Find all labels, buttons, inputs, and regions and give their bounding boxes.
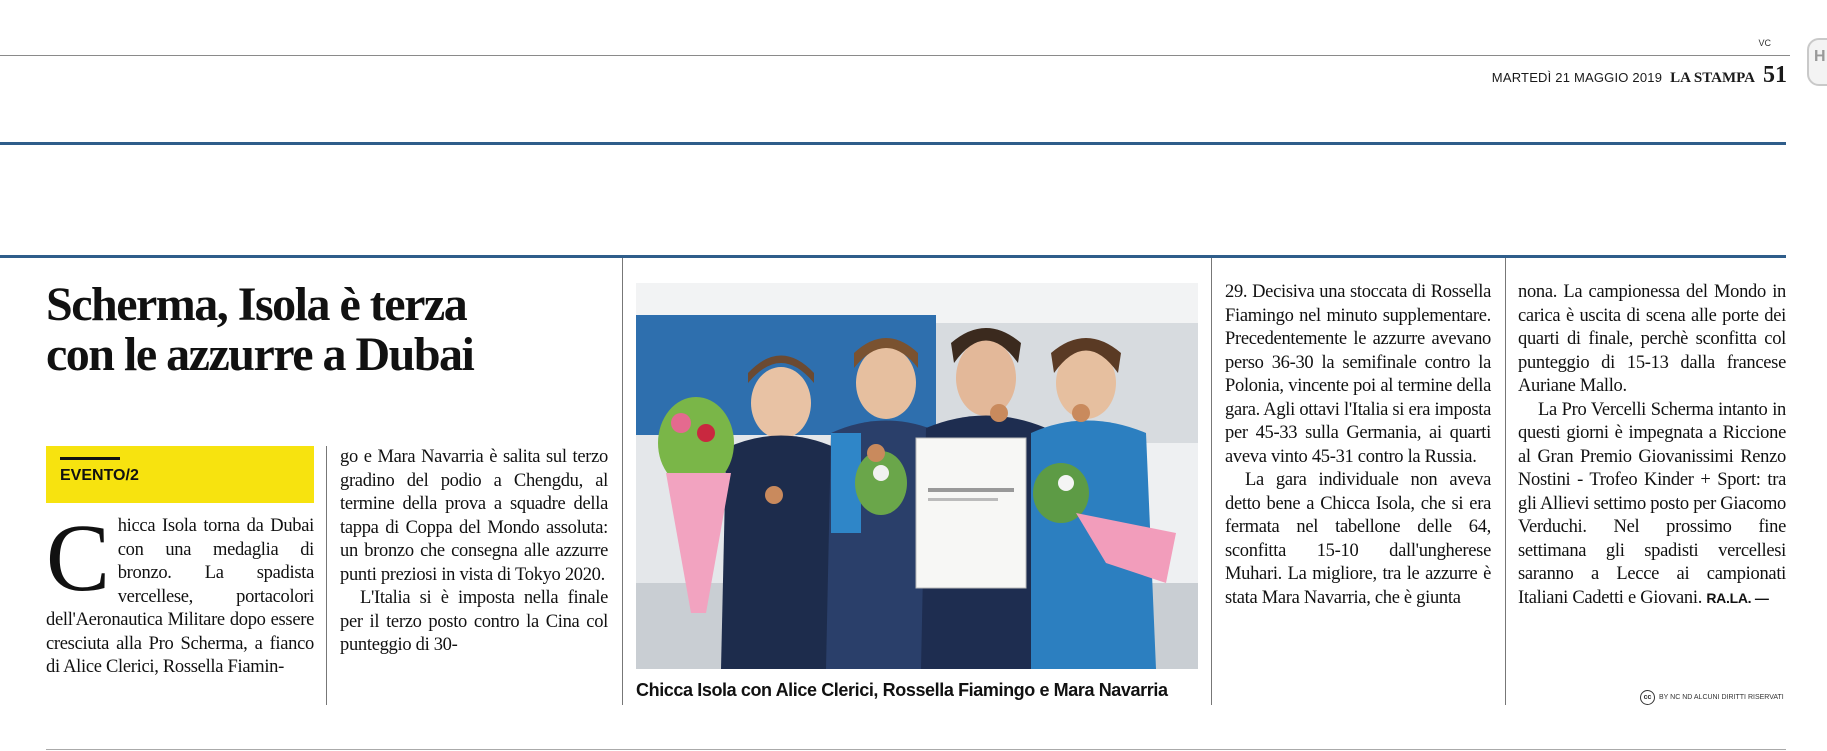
edition-code: VC [1758, 38, 1771, 48]
photo-caption: Chicca Isola con Alice Clerici, Rossella Fiamingo e Mara Navarria [636, 680, 1168, 700]
corner-tab-glyph: H [1814, 48, 1826, 65]
paragraph: L'Italia si è imposta nella finale per il terzo posto contro la Cina col punteggio di 30- [340, 588, 608, 655]
article-column-1 [46, 504, 314, 680]
article-headline [46, 280, 606, 380]
article-column-3 [1225, 281, 1491, 610]
article-column-4 [1518, 281, 1786, 610]
column-rule [326, 446, 327, 705]
paragraph: La gara individuale non aveva detto bene a Chicca Isola, che si era fermata nel tabellone delle 64, sconfitta 15-10 dall'ungherese Muhari. La migliore, tra le azzurre è stata Mara Navarria, che è giunta [1225, 470, 1491, 608]
kicker-box [46, 446, 314, 503]
page-corner-tab[interactable] [1807, 38, 1827, 86]
page-number: 51 [1763, 62, 1787, 88]
rights-text: BY NC ND ALCUNI DIRITTI RISERVATI [1659, 694, 1784, 701]
column-rule [622, 258, 623, 705]
column-rule [1211, 258, 1212, 705]
newspaper-name: LA STAMPA [1670, 70, 1755, 86]
header-date: MARTEDÌ 21 MAGGIO 2019 [1491, 70, 1663, 85]
kicker-label: EVENTO/2 [60, 467, 139, 484]
paragraph: 29. Decisiva una stoccata di Rossella Fiamingo nel minuto supplementare. Precedentemente le azzurre avevano perso 36-30 la semifinale contro la Polonia, vincente poi al termine della gara. Agli ottavi l'Italia si era imposta per 45-33 sulla Germania, ai quarti aveva vinto 45-31 contro la Russia. [1225, 282, 1491, 467]
column-text: hicca Isola torna da Dubai con una medaglia di bronzo. La spadista vercellese, portacolori dell'Aeronautica Militare dopo essere cresciuta alla Pro Scherma, a fianco di Alice Clerici, Rossella Fiamin- [46, 516, 314, 677]
paragraph: go e Mara Navarria è salita sul terzo gradino del podio a Chengdu, al termine della prova a squadre della tappa di Coppa del Mondo assoluta: un bronzo che consegna alle azzurre punti preziosi in vista di Tokyo 2020. [340, 447, 608, 585]
byline: RA.LA. — [1706, 589, 1769, 606]
article-column-2 [340, 446, 608, 658]
paragraph: La Pro Vercelli Scherma intanto in questi giorni è impegnata a Riccione al Gran Premio Giovanissimi Renzo Nostini - Trofeo Kinder + Sport: tra gli Allievi settimo posto per Giacomo Verduchi. Nel prossimo fine settimana gli spadisti vercellesi saranno a Lecce ai campionati Italiani Cadetti e Giovani. [1518, 399, 1786, 608]
kicker-bar [60, 457, 120, 460]
column-rule [1505, 258, 1506, 705]
paragraph: nona. La campionessa del Mondo in carica è uscita di scena alle porte dei quarti di finale, perchè sconfitta col punteggio di 15-13 dalla francese Auriane Mallo. [1518, 282, 1786, 396]
headline-line: con le azzurre a Dubai [46, 328, 474, 381]
drop-cap: C [46, 504, 110, 611]
bottom-rule [46, 749, 1786, 750]
podium-photo-illustration [636, 283, 1198, 669]
rights-notice [1640, 690, 1784, 705]
section-rule-article [0, 255, 1786, 258]
top-rule [0, 55, 1790, 56]
section-rule-top [0, 142, 1786, 145]
creative-commons-icon: cc [1640, 690, 1655, 705]
headline-line: Scherma, Isola è terza [46, 278, 467, 331]
article-photo [636, 283, 1198, 669]
page-header [1492, 62, 1787, 89]
